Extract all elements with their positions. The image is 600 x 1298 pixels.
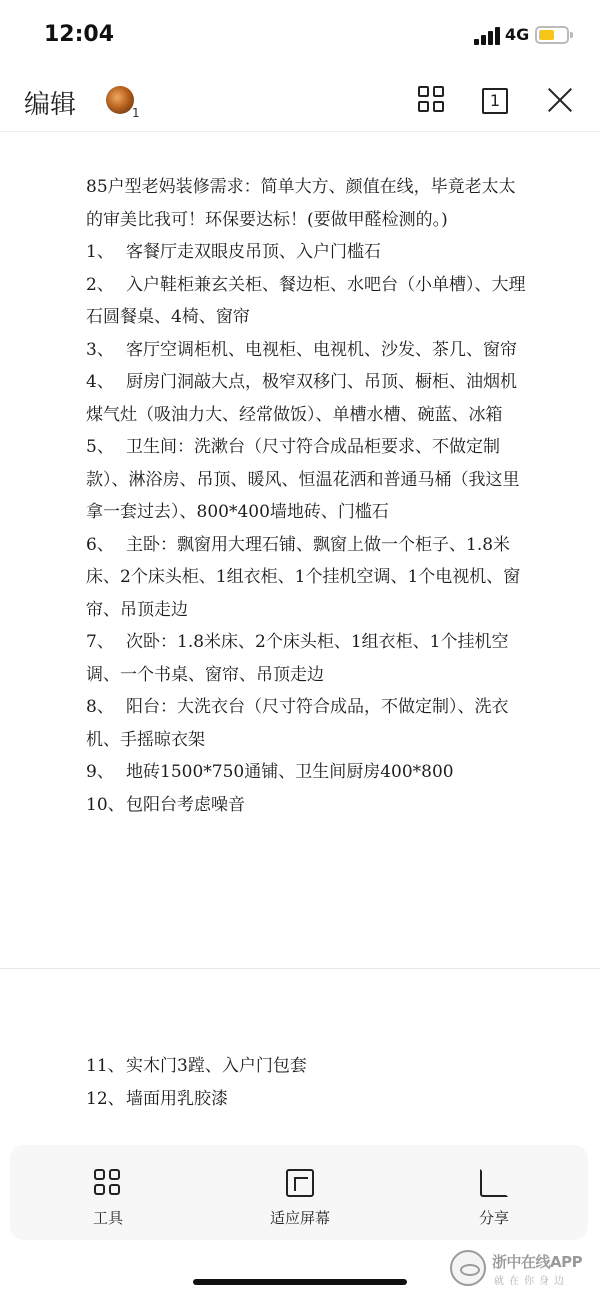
avatar-count: 1	[132, 106, 140, 120]
status-bar	[0, 0, 600, 70]
list-item-number: 1、	[86, 242, 114, 262]
watermark	[450, 1248, 596, 1288]
document-page-2	[0, 969, 600, 1145]
list-item	[86, 756, 526, 789]
share-button[interactable]	[454, 1145, 534, 1240]
doc-intro: 85户型老妈装修需求：简单大方、颜值在线，毕竟老太太的审美比我可！环保要达标！(要做甲醛检测的。)	[86, 177, 516, 230]
list-item-text: 客餐厅走双眼皮吊顶、入户门槛石	[126, 242, 381, 262]
list-item	[86, 334, 526, 367]
watermark-title: 浙中在线APP	[492, 1253, 583, 1271]
fit-screen-button[interactable]	[250, 1145, 350, 1240]
list-item-number: 3、	[86, 339, 114, 360]
list-item-text: 地砖1500*750通铺、卫生间厨房400*800	[126, 762, 454, 782]
fit-screen-label: 适应屏幕	[269, 1209, 330, 1227]
grid-icon[interactable]	[418, 86, 446, 114]
share-icon	[480, 1169, 508, 1197]
list-item-number: 7、	[86, 632, 114, 652]
list-item-text: 卫生间：洗漱台（尺寸符合成品柜要求、不做定制款）、淋浴房、吊顶、暖风、恒温花洒和普通马桶（我这里拿一套过去）、800*400墙地砖、门槛石	[86, 437, 520, 522]
list-item-number: 12、	[86, 1088, 125, 1109]
list-item-text: 包阳台考虑噪音	[126, 794, 245, 815]
list-item-number: 9、	[86, 762, 114, 782]
tools-icon	[94, 1169, 122, 1197]
list-item-number: 5、	[86, 437, 114, 457]
watermark-logo-icon	[450, 1250, 486, 1286]
list-item-text: 客厅空调柜机、电视柜、电视机、沙发、茶几、窗帘	[126, 339, 517, 360]
list-item	[86, 1050, 526, 1083]
list-item-number: 2、	[86, 274, 114, 295]
list-item	[86, 236, 526, 269]
list-item-text: 次卧：1.8米床、2个床头柜、1组衣柜、1个挂机空调、一个书桌、窗帘、吊顶走边	[86, 632, 509, 685]
battery-icon	[535, 26, 569, 44]
home-indicator[interactable]	[193, 1279, 407, 1285]
list-item-number: 11、	[86, 1056, 125, 1076]
list-item-text: 阳台：大洗衣台（尺寸符合成品，不做定制）、洗衣机、手摇晾衣架	[86, 697, 509, 750]
battery-fill	[539, 30, 554, 40]
bottom-action-bar	[10, 1145, 588, 1240]
list-item-number: 10、	[86, 794, 125, 815]
list-item	[86, 431, 526, 529]
list-item-number: 4、	[86, 372, 114, 392]
list-item-text: 墙面用乳胶漆	[126, 1088, 228, 1109]
document-view[interactable]	[0, 133, 600, 1145]
fit-screen-icon	[286, 1169, 314, 1197]
document-page-1	[0, 133, 600, 968]
close-icon[interactable]	[544, 84, 576, 116]
list-item	[86, 626, 526, 691]
list-item	[86, 1083, 526, 1116]
list-item	[86, 789, 526, 822]
list-item-number: 8、	[86, 697, 114, 717]
list-item	[86, 691, 526, 756]
requirement-list	[86, 236, 526, 821]
page-number-icon[interactable]: 1	[482, 88, 508, 114]
list-item-text: 主卧：飘窗用大理石铺、飘窗上做一个柜子、1.8米床、2个床头柜、1组衣柜、1个挂机空调、1个电视机、窗帘、吊顶走边	[86, 534, 521, 620]
list-item-text: 入户鞋柜兼玄关柜、餐边柜、水吧台（小单槽）、大理石圆餐桌、4椅、窗帘	[86, 274, 526, 327]
list-item-text: 厨房门洞敲大点，极窄双移门、吊顶、橱柜、油烟机煤气灶（吸油力大、经常做饭）、单槽水槽、碗蓝、冰箱	[86, 372, 517, 425]
edit-button[interactable]: 编辑	[24, 90, 77, 120]
tools-button[interactable]	[68, 1145, 148, 1240]
avatar[interactable]	[106, 86, 134, 114]
top-toolbar	[0, 70, 600, 132]
list-item	[86, 529, 526, 627]
list-item	[86, 366, 526, 431]
share-label: 分享	[478, 1209, 509, 1227]
list-item-text: 实木门3蹚、入户门包套	[126, 1056, 307, 1076]
status-time: 12:04	[44, 22, 115, 47]
signal-icon	[474, 27, 500, 45]
requirement-list-2	[86, 1050, 526, 1115]
tools-label: 工具	[92, 1209, 123, 1227]
network-label: 4G	[505, 25, 530, 44]
watermark-subtitle: 就在你身边	[494, 1276, 569, 1287]
list-item-number: 6、	[86, 534, 114, 555]
list-item	[86, 269, 526, 334]
